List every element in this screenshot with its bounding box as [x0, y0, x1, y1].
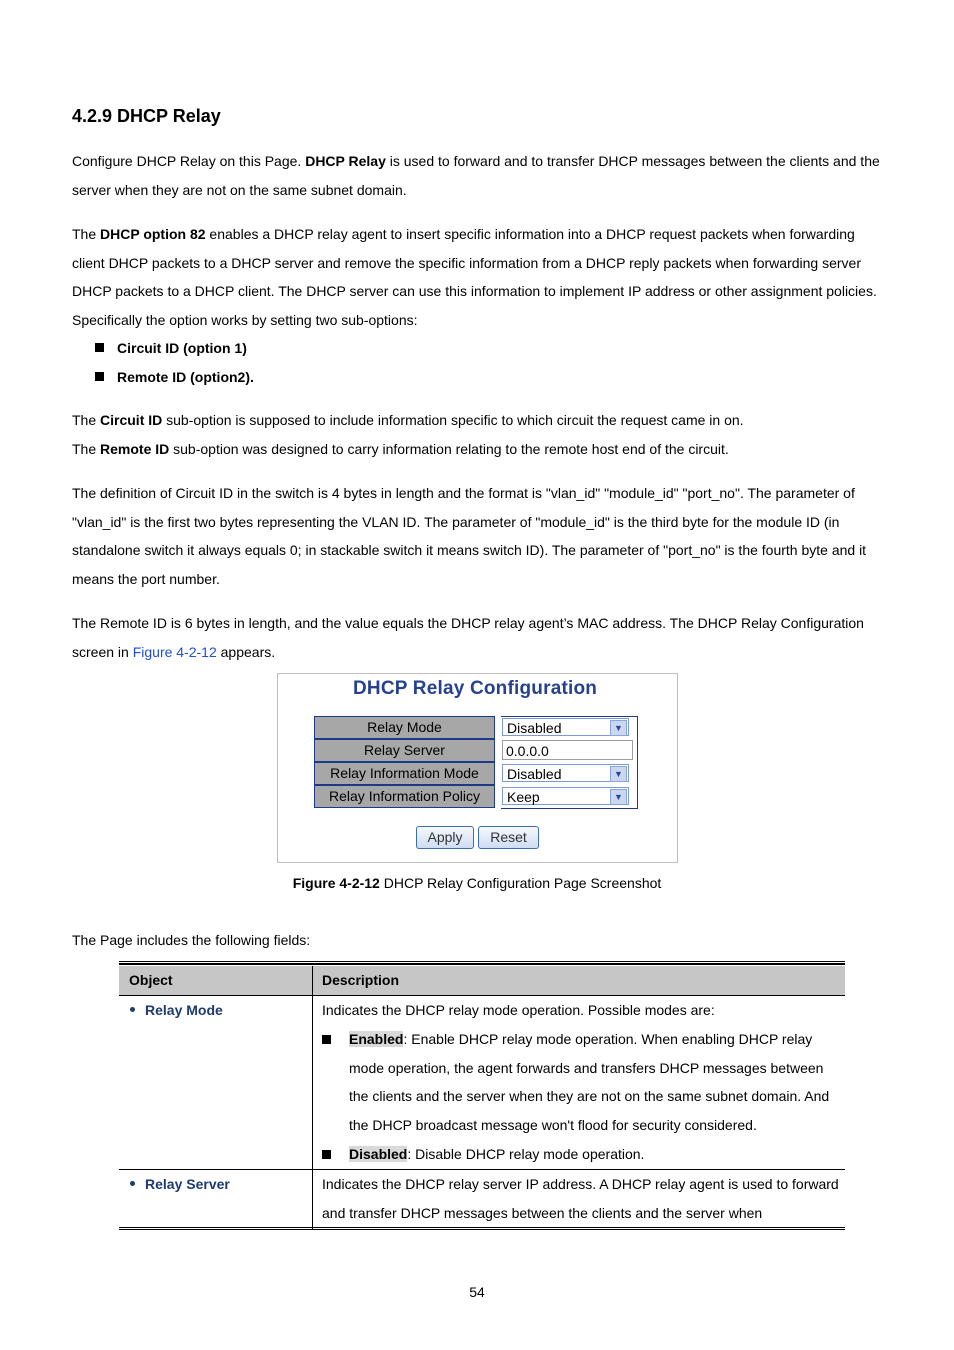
text: The [72, 441, 101, 457]
description-text: Indicates the DHCP relay mode operation. Possible modes are: [322, 1002, 715, 1018]
relay-server-label: Relay Server [314, 739, 495, 762]
object-relay-server [130, 1176, 230, 1192]
bold-term: DHCP Relay [305, 153, 386, 169]
relay-mode-value: Disabled [507, 720, 562, 736]
apply-button[interactable]: Apply [416, 826, 474, 849]
mode-label: Disabled [349, 1145, 408, 1162]
relay-mode-label: Relay Mode [314, 716, 495, 739]
chevron-down-icon[interactable]: ▼ [610, 720, 627, 736]
table-bottom-border [119, 1227, 845, 1230]
relay-server-input[interactable]: 0.0.0.0 [502, 740, 633, 760]
section-heading: 4.2.9 DHCP Relay [72, 106, 221, 126]
table-header [119, 966, 845, 996]
table-top-border [119, 961, 845, 965]
fields-intro: The Page includes the following fields: [72, 932, 311, 948]
relay-info-mode-label: Relay Information Mode [314, 762, 495, 785]
header-description: Description [322, 972, 400, 988]
text: The [72, 412, 101, 428]
bullet-circuit-id [95, 340, 247, 356]
text: sub-option is supposed to include information specific to which circuit the request came in on. [162, 412, 744, 428]
description-relay-server: Indicates the DHCP relay server IP address. A DHCP relay agent is used to forward and transfer DHCP messages between the clients and the server when [322, 1176, 839, 1221]
bullet-dot-icon [130, 1181, 135, 1186]
relay-info-policy-label: Relay Information Policy [314, 785, 495, 808]
object-relay-mode [130, 1002, 223, 1018]
caption-label: Figure 4-2-12 [292, 875, 380, 891]
text: sub-option was designed to carry information relating to the remote host end of the circuit. [169, 441, 729, 457]
option82-paragraph [72, 220, 887, 335]
bullet-dot-icon [130, 1007, 135, 1012]
bold-term: DHCP option 82 [100, 226, 206, 242]
text: Configure DHCP Relay on this Page. [72, 153, 306, 169]
bullet-text: Circuit ID (option 1) [117, 340, 247, 356]
page-number: 54 [469, 1284, 485, 1300]
dhcp-relay-config-screenshot [277, 673, 678, 863]
object-name: Relay Server [145, 1176, 230, 1192]
value-column-border [501, 716, 638, 809]
bullet-text: Remote ID (option2). [117, 369, 254, 385]
square-bullet-icon [322, 1035, 331, 1044]
intro-paragraph [72, 147, 887, 204]
figure-link[interactable]: Figure 4-2-12 [132, 643, 217, 660]
config-table [314, 716, 639, 810]
column-divider [312, 966, 313, 1230]
text: The [72, 226, 101, 242]
text: The Remote ID is 6 bytes in length, and the value equals the DHCP relay agent’s MAC address. The DHCP Relay Configuration screen in [72, 615, 864, 660]
square-bullet-icon [322, 1150, 331, 1159]
bold-term: Circuit ID [100, 412, 163, 428]
circuit-id-line [72, 412, 744, 428]
mode-disabled [322, 1140, 842, 1169]
circuit-id-definition: The definition of Circuit ID in the switch is 4 bytes in length and the format is "vlan_id" "module_id" "port_no". The parameter of "vlan_id" is the first two bytes representing the VLAN ID. The parameter of "module_id" is the third byte for the module ID (in standalone switch it always equals 0; in stackable switch it means switch ID). The parameter of "port_no" is the fourth byte and it means the port number. [72, 485, 867, 588]
object-name: Relay Mode [145, 1002, 223, 1018]
mode-label: Enabled [349, 1030, 404, 1047]
relay-info-mode-value: Disabled [507, 766, 562, 782]
config-title: DHCP Relay Configuration [353, 678, 598, 699]
relay-info-policy-value: Keep [507, 789, 540, 805]
remote-id-line [72, 441, 729, 457]
figure-caption [0, 875, 954, 891]
mode-enabled [322, 1025, 842, 1140]
square-bullet-icon [95, 343, 104, 352]
caption-text: DHCP Relay Configuration Page Screenshot [379, 875, 662, 891]
bullet-remote-id [95, 369, 254, 385]
text: enables a DHCP relay agent to insert specific information into a DHCP request packets when forwarding client DHCP packets to a DHCP server and remove the specific information from a DHCP reply packets when forwarding server DHCP packets to a DHCP client. The DHCP server can use this information to implement IP address or other assignment policies. Specifically the option works by setting two sub-options: [72, 226, 877, 329]
description-relay-mode [322, 996, 842, 1169]
bold-term: Remote ID [100, 441, 170, 457]
text: is used to forward and to transfer DHCP messages between the clients and the server when they are not on the same subnet domain. [72, 153, 880, 198]
square-bullet-icon [95, 372, 104, 381]
mode-text: : Enable DHCP relay mode operation. When enabling DHCP relay mode operation, the agent forwards and transfers DHCP messages between the clients and the server when they are not on the same subnet domain. And the DHCP broadcast message won't flood for security considered. [349, 1030, 830, 1134]
text: appears. [216, 643, 276, 660]
remote-id-paragraph [72, 609, 887, 666]
mode-text: : Disable DHCP relay mode operation. [407, 1145, 645, 1162]
header-object: Object [129, 972, 173, 988]
reset-button[interactable]: Reset [478, 826, 539, 849]
chevron-down-icon[interactable]: ▼ [610, 789, 627, 805]
chevron-down-icon[interactable]: ▼ [610, 766, 627, 782]
